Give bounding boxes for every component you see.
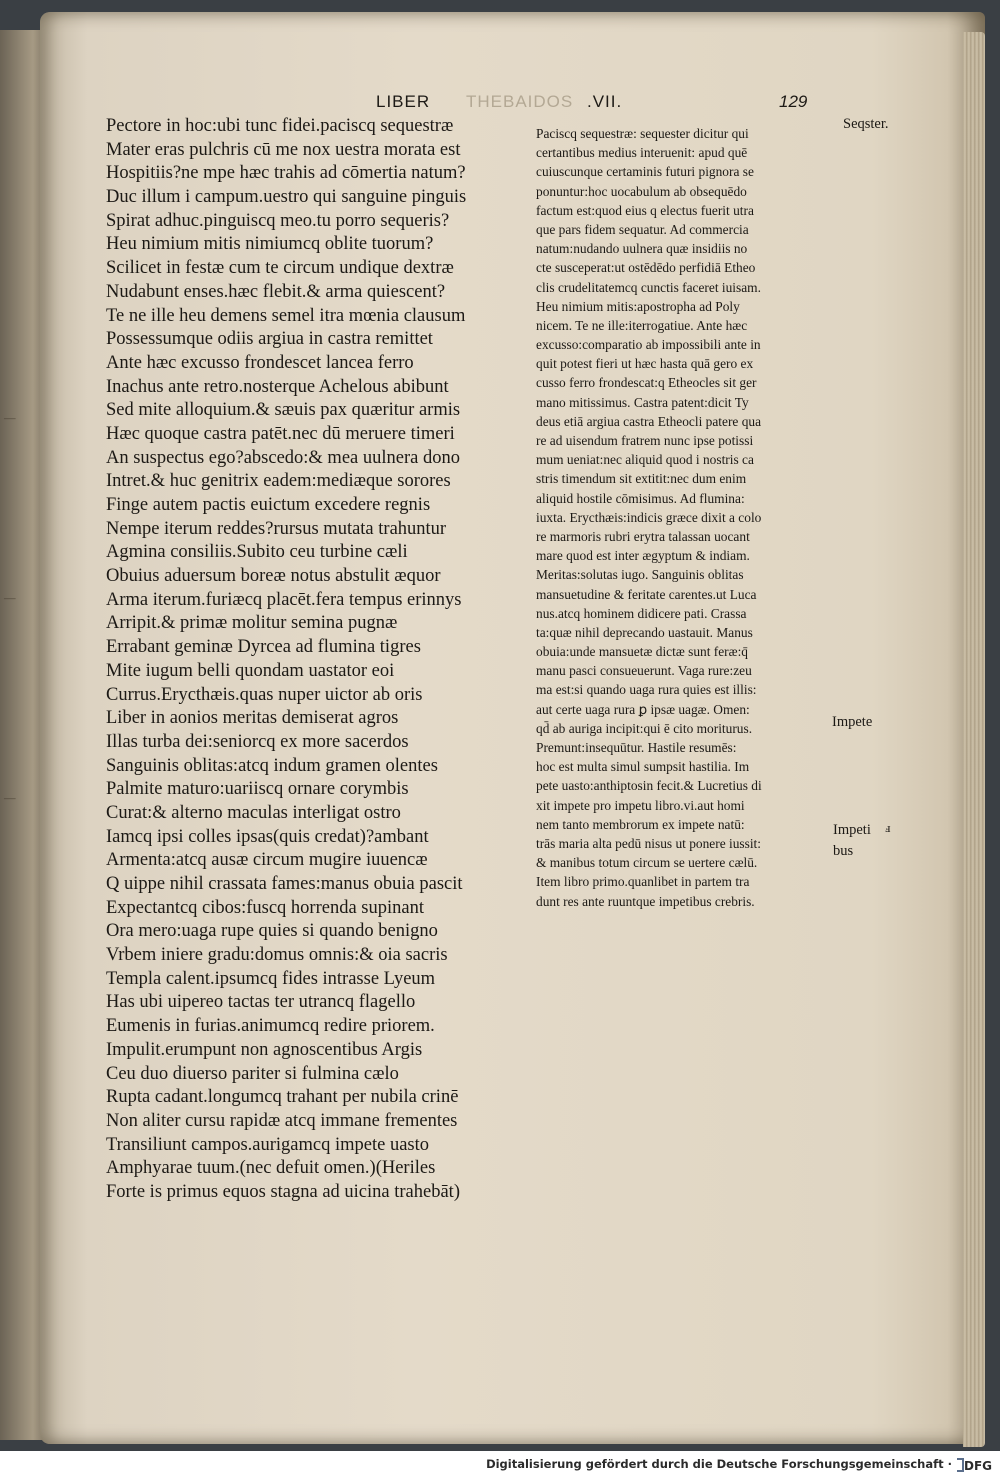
verse-line: Has ubi uipereo tactas ter utrancq flagello xyxy=(106,992,416,1013)
verse-line: Nudabunt enses.hæc flebit.& arma quiescent? xyxy=(106,281,446,302)
verse-line: Non aliter cursu rapidæ atcq immane frementes xyxy=(106,1110,458,1131)
verse-line: Illas turba dei:seniorcq ex more sacerdos xyxy=(106,731,409,752)
margin-mark: ⅎ xyxy=(885,820,891,835)
verse-line: Forte is primus equos stagna ad uicina trahebāt) xyxy=(106,1181,460,1202)
commentary-line: dunt res ante ruuntque impetibus crebris. xyxy=(536,893,755,909)
verse-line: Ceu duo diuerso pariter si fulmina cælo xyxy=(106,1063,399,1084)
dfg-logo xyxy=(956,1456,994,1474)
verse-line: Currus.Erycthæis.quas nuper uictor ab oris xyxy=(106,684,423,705)
facing-page-fragment: — xyxy=(4,790,16,805)
verse-line: Rupta cadant.longumcq trahant per nubila crinē xyxy=(106,1087,459,1108)
commentary-line: xit impete pro impetu libro.vi.aut homi xyxy=(536,797,745,813)
commentary-line: re marmoris rubri erytra talassan uocant xyxy=(536,528,750,544)
verse-line: An suspectus ego?abscedo:& mea uulnera dono xyxy=(106,447,460,468)
commentary-line: deus etiā argiua castra Etheocli patere qua xyxy=(536,413,762,429)
commentary-line: nus.atcq hominem didicere pati. Crassa xyxy=(536,605,747,621)
commentary-line: cuiuscunque certaminis futuri pignora se xyxy=(536,164,754,180)
verse-line: Sed mite alloquium.& sæuis pax quæritur armis xyxy=(106,400,461,421)
verse-line: Scilicet in festæ cum te circum undique dextræ xyxy=(106,258,454,279)
verse-line: Hæc quoque castra patēt.nec dū meruere timeri xyxy=(106,423,455,444)
verse-line: Nempe iterum reddes?rursus mutata trahuntur xyxy=(106,518,447,539)
commentary-line: aliquid hostile cōmisimus. Ad flumina: xyxy=(536,490,745,506)
verse-line: Arripit.& primæ molitur semina pugnæ xyxy=(106,613,398,634)
verse-line: Heu nimium mitis nimiumcq oblite tuorum? xyxy=(106,234,434,255)
commentary-line: factum est:quod eius q electus fuerit utra xyxy=(536,202,754,218)
verse-line: Sanguinis oblitas:atcq indum gramen olentes xyxy=(106,755,438,776)
commentary-line: obuia:unde mansuetæ dictæ sunt feræ:q̄ xyxy=(536,644,748,660)
funding-credit: Digitalisierung gefördert durch die Deutsche Forschungsgemeinschaft · xyxy=(486,1457,952,1471)
folio-number: 129 xyxy=(779,92,808,111)
verse-line: Te ne ille heu demens semel itra mœnia clausum xyxy=(106,305,466,326)
footer-bar xyxy=(0,1451,1000,1479)
facing-page-fragment: — xyxy=(4,590,16,605)
verse-line: Arma iterum.furiæcq placēt.fera tempus erinnys xyxy=(106,589,462,610)
commentary-line: ta:quæ nihil deprecando uastauit. Manus xyxy=(536,624,753,640)
margin-note-impete: Impete xyxy=(832,714,873,730)
verse-line: Spirat adhuc.pinguiscq meo.tu porro sequeris? xyxy=(106,210,450,231)
facing-page-fragment: — xyxy=(4,410,16,425)
commentary-line: ma est:si quando uaga rura quies est illis: xyxy=(536,682,757,698)
verse-line: Impulit.erumpunt non agnoscentibus Argis xyxy=(106,1039,423,1060)
commentary-line: natum:nudando uulnera quæ insidiis no xyxy=(536,241,748,257)
verse-line: Intret.& huc genitrix eadem:mediæque sorores xyxy=(106,471,451,492)
commentary-line: Paciscq sequestræ: sequester dicitur qui xyxy=(536,126,749,141)
commentary-line: iuxta. Erycthæis:indicis græce dixit a colo xyxy=(536,509,762,525)
commentary-line: ponuntur:hoc uocabulum ab obsequēdo xyxy=(536,183,747,199)
verse-line: Palmite maturo:uariiscq ornare corymbis xyxy=(106,779,409,800)
commentary-line: mansuetudine & feritate carentes.ut Luca xyxy=(536,586,757,602)
verse-line: Inachus ante retro.nosterque Achelous abibunt xyxy=(106,376,449,397)
verse-line: Eumenis in furias.animumcq redire priorem. xyxy=(106,1016,435,1037)
commentary-line: cte susceperat:ut ostēdēdo perfidiā Etheo xyxy=(536,260,756,276)
header-show-through: THEBAIDOS xyxy=(466,92,574,111)
verse-line: Curat:& alterno maculas interligat ostro xyxy=(106,802,401,823)
commentary-line: & manibus totum circum se uertere cælū. xyxy=(536,855,758,871)
commentary-line: clis crudelitatemcq cunctis faceret iuisam. xyxy=(536,279,761,295)
verse-line: Templa calent.ipsumcq fides intrasse Lyeum xyxy=(106,968,436,989)
commentary-line: hoc est multa simul sumpsit hastilia. Im xyxy=(536,759,750,775)
verse-line: Vrbem iniere gradu:domus omnis:& oia sacris xyxy=(106,945,448,966)
commentary-line: stris timendum sit extitit:nec dum enim xyxy=(536,471,747,487)
verse-line: Possessumque odiis argiua in castra remittet xyxy=(106,329,433,350)
commentary-line: certantibus medius interuenit: apud quē xyxy=(536,145,748,161)
commentary-line: mano mitissimus. Castra patent:dicit Ty xyxy=(536,394,749,410)
margin-note-sequester: Seqster. xyxy=(843,116,889,132)
verse-line: Errabant geminæ Dyrcea ad flumina tigres xyxy=(106,637,421,658)
verse-line: Liber in aonios meritas demiserat agros xyxy=(106,708,399,729)
margin-note-bus: bus xyxy=(833,843,854,859)
verse-line: Amphyarae tuum.(nec defuit omen.)(Heriles xyxy=(106,1158,436,1179)
commentary-line: que pars fidem sequatur. Ad commercia xyxy=(536,221,749,237)
commentary-line: mum ueniat:nec aliquid quod i nostris ca xyxy=(536,452,754,468)
verse-line: Hospitiis?ne mpe hæc trahis ad cōmertia natum? xyxy=(106,163,466,184)
commentary-line: nicem. Te ne ille:iterrogatiue. Ante hæc xyxy=(536,317,748,333)
commentary-line: Meritas:solutas iugo. Sanguinis oblitas xyxy=(536,567,744,583)
commentary-line: mare quod est inter ægyptum & indiam. xyxy=(536,548,750,564)
verse-line: Armenta:atcq ausæ circum mugire iuuencæ xyxy=(106,850,428,871)
margin-note-impeti: Impeti xyxy=(833,822,871,838)
commentary-line: qd̄ ab auriga incipit:qui ē cito moriturus. xyxy=(536,720,753,736)
commentary-line: Item libro primo.quanlibet in partem tra xyxy=(536,874,750,890)
verse-line: Duc illum i campum.uestro qui sanguine pinguis xyxy=(106,187,467,208)
verse-line: Obuius aduersum boreæ notus abstulit æquor xyxy=(106,566,441,587)
svg-text:DFG: DFG xyxy=(964,1459,993,1473)
verse-line: Finge autem pactis euictum excedere regnis xyxy=(106,495,431,515)
verse-line: Iamcq ipsi colles ipsas(quis credat)?ambant xyxy=(106,826,429,847)
commentary-line: nem tanto membrorum ex impete natū: xyxy=(536,816,745,832)
header-book-number: .VII. xyxy=(587,92,623,111)
commentary-line: Premunt:insequūtur. Hastile resumēs: xyxy=(536,740,737,755)
commentary-line: manu pasci consueuerunt. Vaga rure:zeu xyxy=(536,663,752,679)
verse-line: Mater eras pulchris cū me nox uestra morata est xyxy=(106,139,461,160)
verse-line: Mite iugum belli quondam uastator eoi xyxy=(106,660,395,681)
commentary-column xyxy=(536,124,826,911)
header-liber: LIBER xyxy=(376,92,431,111)
commentary-line: aut certe uaga rura ꝑ ipsæ uagæ. Omen: xyxy=(536,701,750,717)
page-stack-edge xyxy=(963,32,985,1447)
verse-column xyxy=(106,115,526,1205)
verse-line: Ora mero:uaga rupe quies si quando benigno xyxy=(106,921,438,942)
verse-line: Ante hæc excusso frondescet lancea ferro xyxy=(106,352,414,373)
commentary-line: Heu nimium mitis:apostropha ad Poly xyxy=(536,298,740,314)
verse-line: Pectore in hoc:ubi tunc fidei.paciscq sequestræ xyxy=(106,116,454,136)
commentary-line: pete uasto:anthiptosin fecit.& Lucretius di xyxy=(536,778,762,794)
commentary-line: cusso ferro frondescat:q Etheocles sit ger xyxy=(536,375,757,391)
verse-line: Q uippe nihil crassata fames:manus obuia pascit xyxy=(106,874,463,894)
commentary-line: re ad uisendum fratrem nunc ipse potissi xyxy=(536,433,754,448)
verse-line: Expectantcq cibos:fuscq horrenda supinant xyxy=(106,897,424,918)
verse-line: Transiliunt campos.aurigamcq impete uasto xyxy=(106,1134,430,1155)
commentary-line: trās maria alta pedū nisus ut ponere iussit: xyxy=(536,835,761,851)
commentary-line: quit potest fieri ut hæc hasta quā gero ex xyxy=(536,356,754,372)
verse-line: Agmina consiliis.Subito ceu turbine cæli xyxy=(106,542,408,563)
commentary-line: excusso:comparatio ab impossibili ante in xyxy=(536,337,761,353)
